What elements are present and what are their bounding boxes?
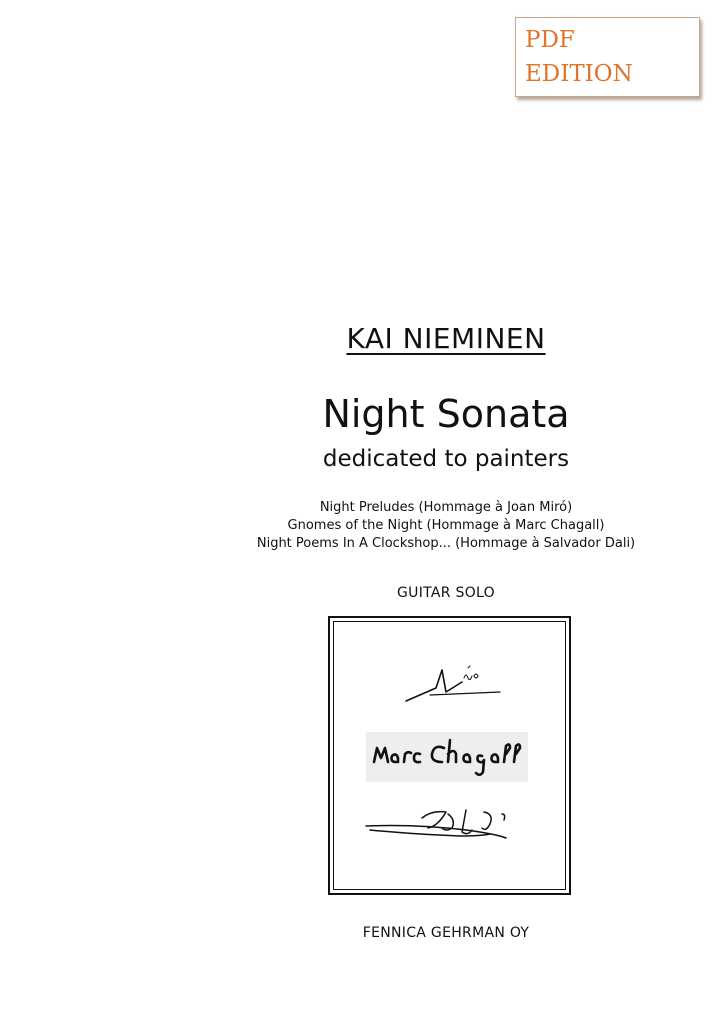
movement-title-3: Night Poems In A Clockshop... (Hommage à Salvador Dali): [256, 536, 636, 551]
movement-title-1: Night Preludes (Hommage à Joan Miró): [319, 500, 573, 515]
badge-line-2: EDITION: [525, 61, 633, 87]
pdf-edition-badge: [515, 17, 700, 97]
instrumentation: GUITAR SOLO: [397, 585, 495, 601]
miro-signature: [402, 658, 502, 708]
dali-signature: [362, 798, 542, 858]
work-title: Night Sonata: [322, 392, 570, 436]
composer-name: KAI NIEMINEN: [346, 322, 546, 355]
chagall-signature: [368, 734, 526, 780]
movement-title-2: Gnomes of the Night (Hommage à Marc Chagall): [287, 518, 605, 533]
publisher-name: FENNICA GEHRMAN OY: [362, 925, 530, 941]
work-subtitle: dedicated to painters: [322, 446, 570, 472]
badge-line-1: PDF: [525, 27, 575, 53]
signature-panel: [328, 616, 571, 895]
